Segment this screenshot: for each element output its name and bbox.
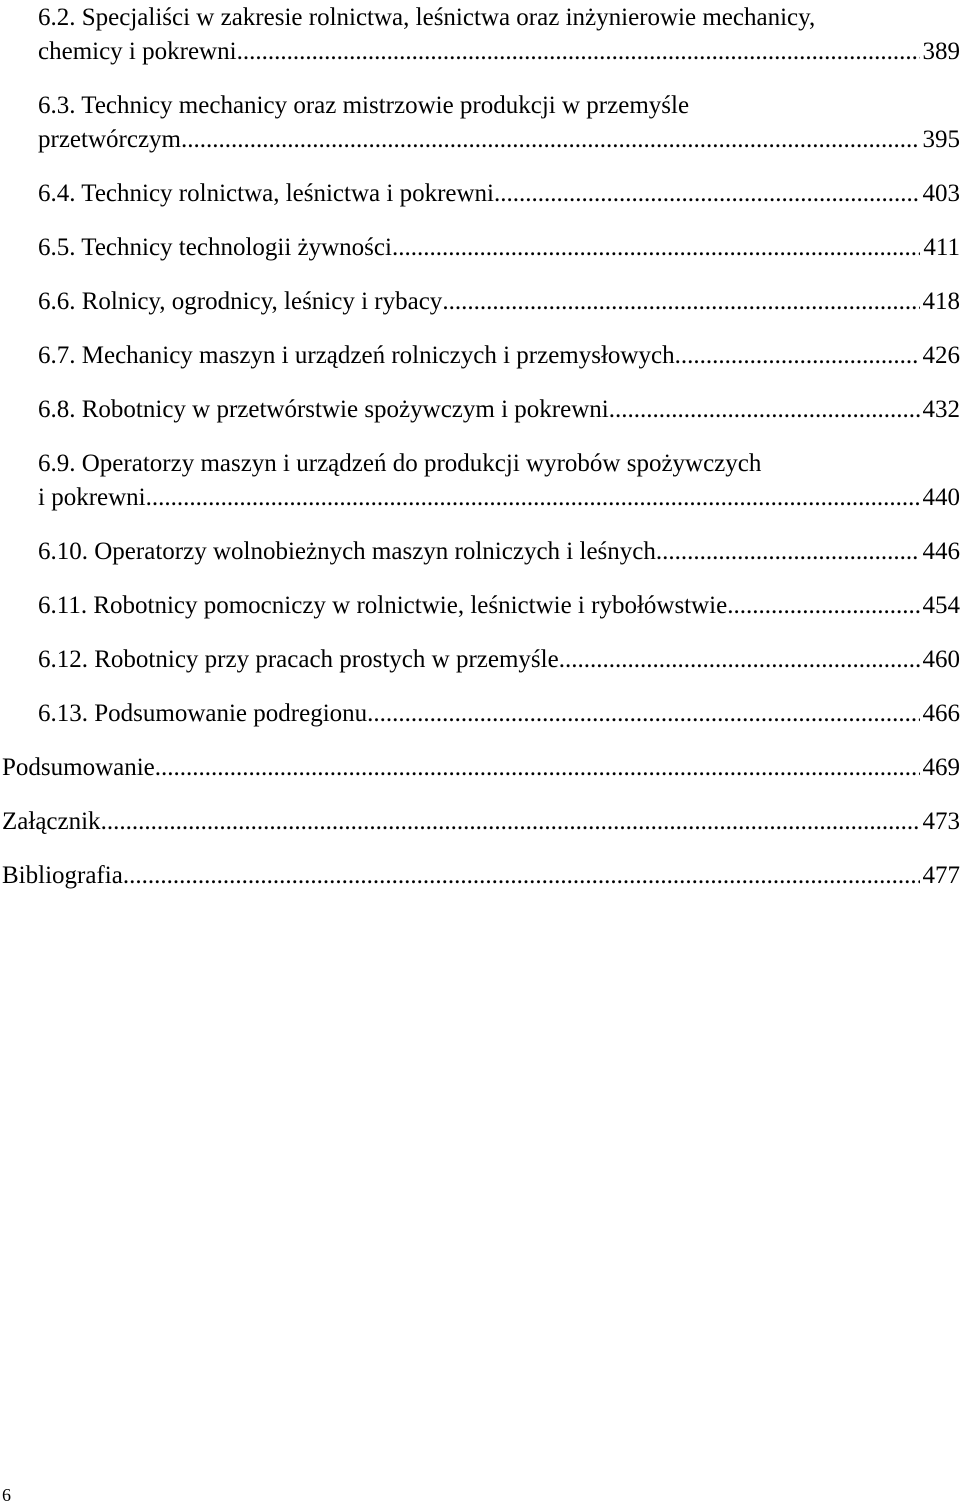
leader-dots: [155, 750, 920, 786]
toc-entry-title: 6.13. Podsumowanie podregionu: [38, 700, 368, 727]
toc-entry-title: 6.11. Robotnicy pomocniczy w rolnictwie, leśnictwie i rybołówstwie: [38, 592, 728, 619]
toc-entry-6-2-line-1: [38, 0, 960, 36]
page-number: 6: [2, 1485, 11, 1505]
toc-entry-6-9-line-1: [38, 446, 960, 482]
toc-entry-title: chemicy i pokrewni: [38, 38, 237, 65]
toc-entry-6-13[interactable]: [38, 696, 960, 732]
toc-entry-podsumowanie[interactable]: [2, 750, 960, 786]
leader-dots: [656, 534, 920, 570]
leader-dots: [146, 480, 920, 516]
toc-entry-page: 411: [923, 234, 960, 261]
toc-entry-page: 477: [922, 862, 960, 889]
toc-entry-title: Podsumowanie: [2, 754, 155, 781]
toc-entry-title: 6.8. Robotnicy w przetwórstwie spożywczym i pokrewni: [38, 396, 609, 423]
toc-entry-6-8[interactable]: [38, 392, 960, 428]
toc-entry-6-6[interactable]: [38, 284, 960, 320]
toc-entry-page: 446: [922, 538, 960, 565]
toc-entry-6-7[interactable]: [38, 338, 960, 374]
leader-dots: [494, 176, 920, 212]
toc-entry-title: 6.9. Operatorzy maszyn i urządzeń do produkcji wyrobów spożywczych: [38, 450, 762, 477]
toc-entry-6-9[interactable]: [38, 480, 960, 516]
toc-entry-6-5[interactable]: [38, 230, 960, 266]
toc-entry-page: 473: [922, 808, 960, 835]
leader-dots: [367, 696, 919, 732]
toc-entry-page: 403: [922, 180, 960, 207]
toc-entry-page: 418: [922, 288, 960, 315]
toc-entry-title: i pokrewni: [38, 484, 146, 511]
leader-dots: [609, 392, 920, 428]
leader-dots: [442, 284, 919, 320]
toc-entry-title: Załącznik: [2, 808, 101, 835]
toc-entry-page: 469: [922, 754, 960, 781]
toc-entry-6-10[interactable]: [38, 534, 960, 570]
toc-entry-title: 6.3. Technicy mechanicy oraz mistrzowie produkcji w przemyśle: [38, 92, 690, 119]
toc-entry-title: 6.6. Rolnicy, ogrodnicy, leśnicy i rybacy: [38, 288, 443, 315]
toc-entry-6-4[interactable]: [38, 176, 960, 212]
toc-entry-page: 395: [922, 126, 960, 153]
toc-entry-page: 432: [922, 396, 960, 423]
toc-entry-title: 6.2. Specjaliści w zakresie rolnictwa, leśnictwa oraz inżynierowie mechanicy,: [38, 4, 816, 31]
leader-dots: [181, 122, 920, 158]
toc-entry-6-2[interactable]: [38, 34, 960, 70]
leader-dots: [675, 338, 920, 374]
leader-dots: [727, 588, 919, 624]
toc-entry-title: przetwórczym: [38, 126, 181, 153]
toc-entry-bibliografia[interactable]: [2, 858, 960, 894]
leader-dots: [123, 858, 920, 894]
toc-entry-title: 6.10. Operatorzy wolnobieżnych maszyn rolniczych i leśnych: [38, 538, 656, 565]
toc-entry-page: 389: [922, 38, 960, 65]
toc-entry-title: 6.5. Technicy technologii żywności: [38, 234, 392, 261]
leader-dots: [101, 804, 920, 840]
toc-entry-zalacznik[interactable]: [2, 804, 960, 840]
toc-entry-page: 440: [922, 484, 960, 511]
toc-entry-title: 6.4. Technicy rolnictwa, leśnictwa i pokrewni: [38, 180, 494, 207]
leader-dots: [559, 642, 920, 678]
leader-dots: [237, 34, 920, 70]
toc-entry-6-3-line-1: [38, 88, 960, 124]
toc-entry-page: 454: [922, 592, 960, 619]
toc-entry-6-11[interactable]: [38, 588, 960, 624]
toc-entry-6-3[interactable]: [38, 122, 960, 158]
toc-entry-page: 426: [922, 342, 960, 369]
toc-entry-page: 466: [922, 700, 960, 727]
toc-entry-title: 6.7. Mechanicy maszyn i urządzeń rolniczych i przemysłowych: [38, 342, 675, 369]
leader-dots: [392, 230, 920, 266]
toc-entry-title: Bibliografia: [2, 862, 123, 889]
toc-entry-page: 460: [922, 646, 960, 673]
toc-entry-title: 6.12. Robotnicy przy pracach prostych w przemyśle: [38, 646, 559, 673]
toc-entry-6-12[interactable]: [38, 642, 960, 678]
